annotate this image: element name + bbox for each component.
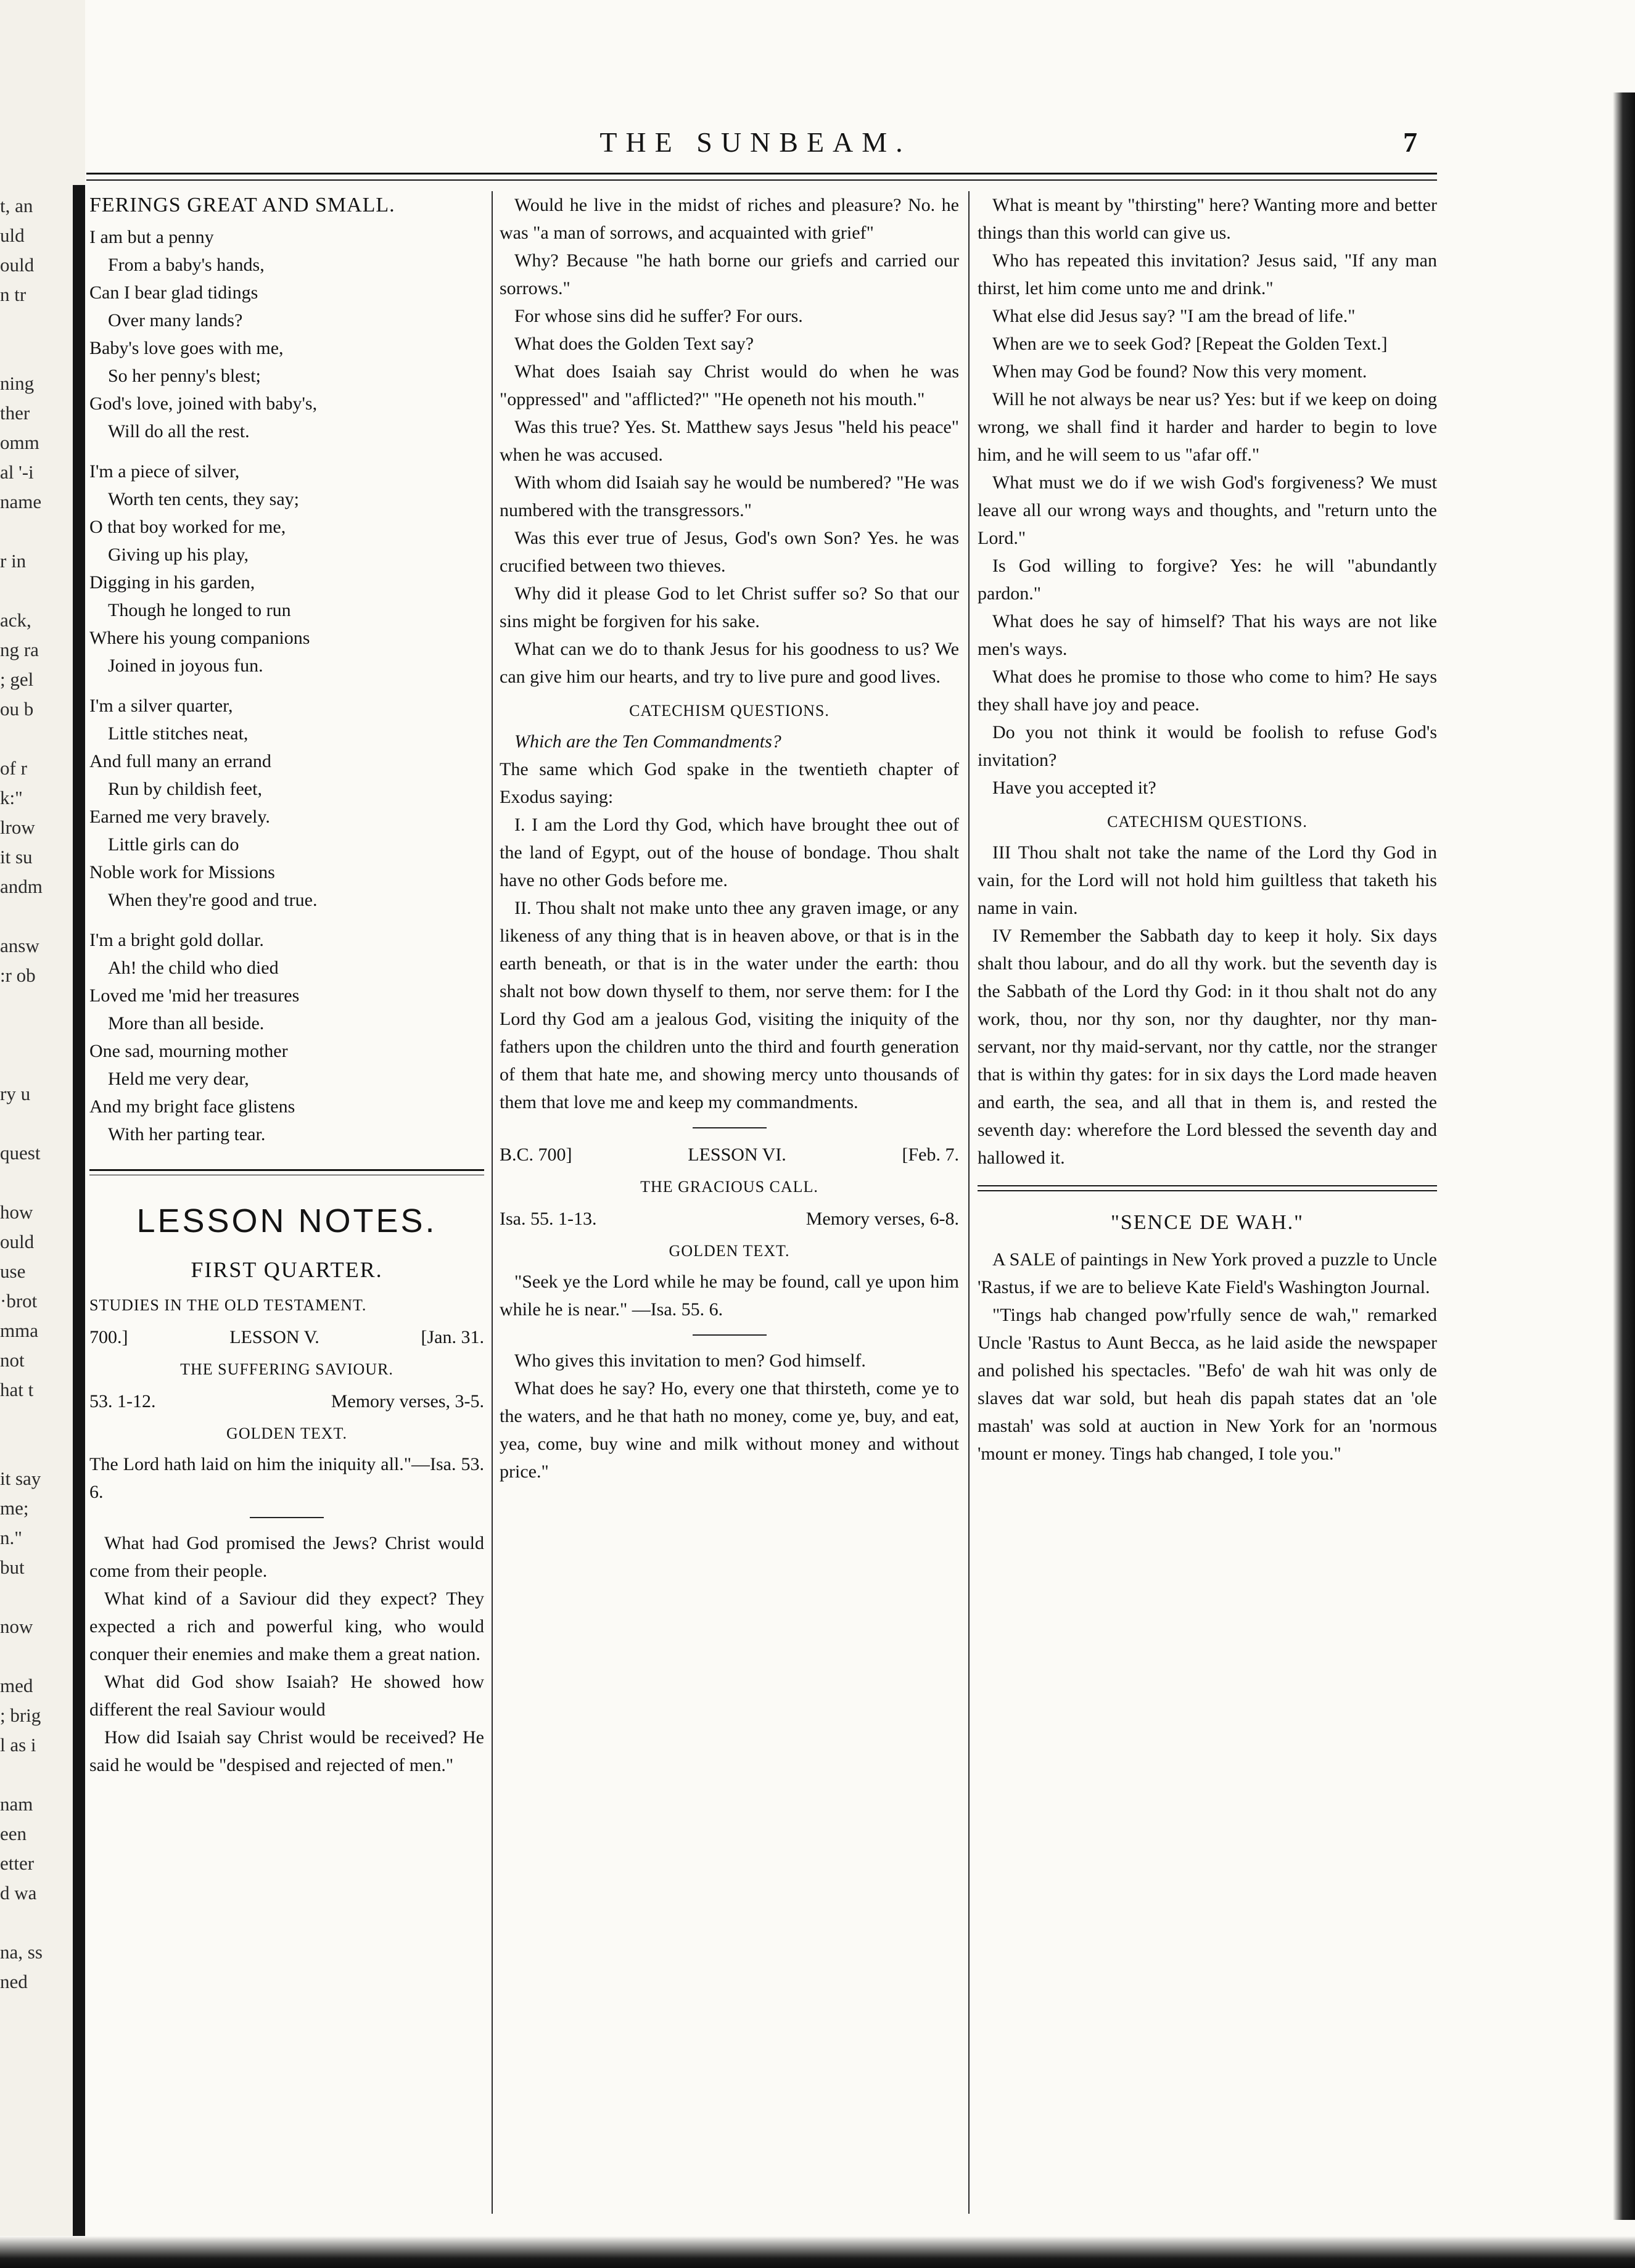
bleed-fragment: al '-i bbox=[0, 461, 34, 483]
poem-line: Worth ten cents, they say; bbox=[108, 489, 300, 509]
bleed-fragment: it say bbox=[0, 1468, 41, 1489]
lesson-paragraphs bbox=[978, 191, 1437, 802]
bleed-fragment: l as i bbox=[0, 1734, 36, 1756]
commandments bbox=[500, 811, 959, 1116]
poem-stanza bbox=[89, 692, 484, 914]
bleed-fragment: een bbox=[0, 1823, 27, 1844]
poem-line: Little stitches neat, bbox=[108, 723, 249, 744]
bleed-fragment: ould bbox=[0, 1231, 35, 1252]
lesson-notes-heading: LESSON NOTES. bbox=[136, 1202, 437, 1239]
bleed-fragment: d wa bbox=[0, 1882, 37, 1904]
poem-line: Little girls can do bbox=[108, 834, 239, 855]
paragraph: What did God show Isaiah? He showed how different the real Saviour would bbox=[89, 1672, 484, 1720]
column-2 bbox=[500, 191, 959, 2214]
lesson-title: THE SUFFERING SAVIOUR. bbox=[180, 1360, 393, 1378]
poem-line: Loved me 'mid her treasures bbox=[89, 985, 300, 1006]
poem-line: Ah! the child who died bbox=[108, 958, 279, 978]
bleed-fragment bbox=[0, 1641, 73, 1671]
poem-line: More than all beside. bbox=[108, 1013, 265, 1033]
lesson-date-right: [Feb. 7. bbox=[902, 1144, 959, 1165]
bleed-fragment bbox=[0, 1020, 73, 1050]
bleed-fragment bbox=[0, 1908, 73, 1937]
bleed-fragment: n." bbox=[0, 1527, 22, 1548]
poem-line: Though he longed to run bbox=[108, 600, 291, 620]
paragraph: What does Isaiah say Christ would do when he was "oppressed" and "afflicted?" "He openeth not his mouth." bbox=[500, 361, 959, 409]
studies-heading: STUDIES IN THE OLD TESTAMENT. bbox=[89, 1296, 367, 1314]
paragraph: How did Isaiah say Christ would be received? He said he would be "despised and rejected of men." bbox=[89, 1727, 484, 1775]
lesson-number: LESSON V. bbox=[229, 1327, 319, 1347]
poem-stanzas bbox=[89, 223, 484, 1148]
bleed-fragment: hat t bbox=[0, 1379, 34, 1400]
header-rule bbox=[86, 173, 1437, 181]
paragraph: Who gives this invitation to men? God himself. bbox=[514, 1350, 866, 1371]
paragraph: III Thou shalt not take the name of the Lord thy God in vain, for the Lord will not hold him guiltless that taketh his name in vain. bbox=[978, 842, 1437, 918]
column-rule-1 bbox=[492, 191, 493, 2214]
column-1 bbox=[89, 191, 484, 2214]
paragraph: "Tings hab changed pow'rfully sence de wah," remarked Uncle 'Rastus to Aunt Becca, as he laid aside the newspaper and polished his spectacles. "Befo' de wah hit was only de slaves dat war sold, but heah dis papah states dat an 'ole mastah' was sold at auction in New York for an 'normous 'mount er money. Tings hab changed, I tole you." bbox=[978, 1305, 1437, 1464]
poem-line: Where his young companions bbox=[89, 628, 310, 648]
bleed-through-text bbox=[0, 191, 73, 1997]
reference-left: Isa. 55. 1-13. bbox=[500, 1209, 597, 1229]
bleed-fragment bbox=[0, 1434, 73, 1464]
lesson-date-left: 700.] bbox=[89, 1327, 128, 1347]
poem-line: From a baby's hands, bbox=[108, 255, 265, 275]
bleed-fragment: n tr bbox=[0, 284, 27, 305]
paragraph: What does he say of himself? That his ways are not like men's ways. bbox=[978, 611, 1437, 659]
bleed-fragment bbox=[0, 339, 73, 369]
catechism-label: CATECHISM QUESTIONS. bbox=[629, 702, 830, 720]
lesson-paragraphs bbox=[89, 1529, 484, 1779]
column-3 bbox=[978, 191, 1437, 2214]
poem-line: So her penny's blest; bbox=[108, 366, 261, 386]
separator bbox=[693, 1334, 767, 1336]
paragraph: Why did it please God to let Christ suffer so? So that our sins might be forgiven for his sake. bbox=[500, 583, 959, 631]
poem-line: Earned me very bravely. bbox=[89, 807, 270, 827]
catechism-question: Which are the Ten Commandments? bbox=[514, 731, 781, 752]
section-separator bbox=[978, 1185, 1437, 1191]
page-edge-right bbox=[1613, 92, 1635, 2220]
bleed-fragment bbox=[0, 310, 73, 339]
page-header-title: THE SUNBEAM. bbox=[599, 126, 912, 158]
poem-line: One sad, mourning mother bbox=[89, 1041, 288, 1061]
poem-line: Held me very dear, bbox=[108, 1069, 249, 1089]
bleed-fragment: of r bbox=[0, 757, 27, 779]
paragraph: I. I am the Lord thy God, which have brought thee out of the land of Egypt, out of the house of bondage. Thou shalt have no other Gods before me. bbox=[500, 815, 959, 890]
story-paragraphs bbox=[978, 1246, 1437, 1468]
poem-line: Can I bear glad tidings bbox=[89, 282, 258, 303]
paragraph: What is meant by "thirsting" here? Wanting more and better things than this world can give us. bbox=[978, 195, 1437, 243]
golden-text-label: GOLDEN TEXT. bbox=[669, 1242, 790, 1260]
paragraph: What does he promise to those who come to him? He says they shall have joy and peace. bbox=[978, 667, 1437, 715]
column-rule-2 bbox=[968, 191, 970, 2214]
poem-stanza bbox=[89, 223, 484, 445]
bleed-fragment: nam bbox=[0, 1793, 33, 1815]
poem-stanza bbox=[89, 458, 484, 680]
poem-line: I'm a bright gold dollar. bbox=[89, 930, 264, 950]
reference-right: Memory verses, 3-5. bbox=[331, 1391, 484, 1411]
poem-line: I am but a penny bbox=[89, 227, 214, 247]
poem-line: O that boy worked for me, bbox=[89, 517, 286, 537]
paragraph: Do you not think it would be foolish to refuse God's invitation? bbox=[978, 722, 1437, 770]
bleed-fragment: t, an bbox=[0, 195, 33, 216]
bleed-fragment: uld bbox=[0, 224, 25, 246]
bleed-fragment: how bbox=[0, 1201, 33, 1223]
bleed-fragment: ning bbox=[0, 372, 35, 394]
bleed-fragment bbox=[0, 1109, 73, 1138]
poem-line: Over many lands? bbox=[108, 310, 243, 331]
bleed-fragment bbox=[0, 1405, 73, 1434]
paragraph: Would he live in the midst of riches and pleasure? No. he was "a man of sorrows, and acquainted with grief" bbox=[500, 195, 959, 243]
golden-text-label: GOLDEN TEXT. bbox=[226, 1424, 347, 1442]
page-number: 7 bbox=[1403, 126, 1417, 158]
binding-gutter bbox=[0, 0, 85, 2268]
paragraph: Will he not always be near us? Yes: but if we keep on doing wrong, we shall find it harder and harder to begin to love him, and he will seem to us "afar off." bbox=[978, 389, 1437, 465]
paragraph: Why? Because "he hath borne our griefs and carried our sorrows." bbox=[500, 250, 959, 298]
catechism-answer: The same which God spake in the twentieth chapter of Exodus saying: bbox=[500, 759, 959, 807]
bleed-fragment: ou b bbox=[0, 698, 34, 720]
bleed-fragment bbox=[0, 902, 73, 931]
bleed-fragment bbox=[0, 576, 73, 606]
bleed-fragment bbox=[0, 1050, 73, 1079]
bleed-fragment: but bbox=[0, 1556, 25, 1578]
bleed-fragment: name bbox=[0, 491, 42, 512]
bleed-fragment: now bbox=[0, 1616, 33, 1637]
commandments bbox=[978, 839, 1437, 1172]
story-title: "SENCE DE WAH." bbox=[1110, 1211, 1304, 1234]
paragraph: With whom did Isaiah say he would be numbered? "He was numbered with the transgressors." bbox=[500, 472, 959, 520]
paragraph: Have you accepted it? bbox=[992, 778, 1156, 798]
section-separator bbox=[89, 1169, 484, 1175]
paragraph: What does he say? Ho, every one that thirsteth, come ye to the waters, and he that hath no money, come ye, buy, and eat, yea, come, buy wine and milk without money and without price." bbox=[500, 1378, 959, 1482]
paragraph: What must we do if we wish God's forgiveness? We must leave all our wrong ways and thoughts, and "return unto the Lord." bbox=[978, 472, 1437, 548]
poem-line: When they're good and true. bbox=[108, 890, 318, 910]
lesson-title: THE GRACIOUS CALL. bbox=[640, 1178, 818, 1196]
bleed-fragment: it su bbox=[0, 846, 33, 868]
paragraph: Was this ever true of Jesus, God's own Son? Yes. he was crucified between two thieves. bbox=[500, 528, 959, 576]
reference-right: Memory verses, 6-8. bbox=[805, 1209, 959, 1229]
poem-line: I'm a silver quarter, bbox=[89, 696, 233, 716]
poem-line: Digging in his garden, bbox=[89, 572, 255, 593]
bleed-fragment: ack, bbox=[0, 609, 31, 631]
paragraph: Was this true? Yes. St. Matthew says Jesus "held his peace" when he was accused. bbox=[500, 417, 959, 465]
bleed-fragment: ther bbox=[0, 402, 30, 424]
bleed-fragment: ; brig bbox=[0, 1704, 41, 1726]
poem-line: And my bright face glistens bbox=[89, 1096, 295, 1117]
lesson-reference bbox=[89, 1386, 484, 1417]
paragraph: What kind of a Saviour did they expect? They expected a rich and powerful king, who would conquer their enemies and make them a great nation. bbox=[89, 1588, 484, 1664]
lesson-date-left: B.C. 700] bbox=[500, 1144, 572, 1165]
bleed-fragment: use bbox=[0, 1260, 26, 1282]
bleed-fragment bbox=[0, 1582, 73, 1612]
bleed-fragment: omm bbox=[0, 432, 39, 453]
bleed-fragment: na, ss bbox=[0, 1941, 43, 1963]
lesson-date-right: [Jan. 31. bbox=[421, 1327, 484, 1347]
first-quarter-heading: FIRST QUARTER. bbox=[191, 1257, 383, 1282]
bleed-fragment bbox=[0, 990, 73, 1020]
golden-text: "Seek ye the Lord while he may be found, call ye upon him while he is near." —Isa. 55. 6. bbox=[500, 1272, 959, 1320]
bleed-fragment bbox=[0, 1168, 73, 1198]
bleed-fragment bbox=[0, 724, 73, 754]
bleed-fragment: ould bbox=[0, 254, 35, 276]
poem-title: FERINGS GREAT AND SMALL. bbox=[89, 194, 395, 216]
paragraph: A SALE of paintings in New York proved a puzzle to Uncle 'Rastus, if we are to believe Kate Field's Washington Journal. bbox=[978, 1249, 1437, 1297]
bleed-fragment: ·brot bbox=[0, 1290, 38, 1312]
bleed-fragment: andm bbox=[0, 876, 43, 897]
paragraph: What can we do to thank Jesus for his goodness to us? We can give him our hearts, and try to live pure and good lives. bbox=[500, 639, 959, 687]
catechism-label: CATECHISM QUESTIONS. bbox=[1107, 813, 1308, 831]
separator bbox=[250, 1517, 324, 1518]
lesson-paragraphs bbox=[500, 191, 959, 691]
golden-text: The Lord hath laid on him the iniquity all."—Isa. 53. 6. bbox=[89, 1454, 484, 1502]
paragraph: When may God be found? Now this very moment. bbox=[992, 361, 1367, 382]
paragraph: Is God willing to forgive? Yes: he will "abundantly pardon." bbox=[978, 556, 1437, 604]
paragraph: II. Thou shalt not make unto thee any graven image, or any likeness of any thing that is in heaven above, or that is in the earth beneath, or that is in the water under the earth: thou shalt not bow down thyself to them, nor serve them: for I the Lord thy God am a jealous God, visiting the iniquity of the fathers upon the children unto the third and fourth generation of them that hate me, and showing mercy unto thousands of them that love me and keep my commandments. bbox=[500, 898, 959, 1112]
bleed-fragment: ry u bbox=[0, 1083, 31, 1104]
binding-shadow bbox=[73, 185, 85, 2251]
poem-line: With her parting tear. bbox=[108, 1124, 266, 1144]
paragraph: What had God promised the Jews? Christ would come from their people. bbox=[89, 1533, 484, 1581]
bleed-fragment: answ bbox=[0, 935, 39, 956]
bleed-fragment: r in bbox=[0, 550, 27, 572]
bleed-fragment: ; gel bbox=[0, 668, 34, 690]
bleed-fragment: k:" bbox=[0, 787, 23, 808]
paragraph: IV Remember the Sabbath day to keep it holy. Six days shalt thou labour, and do all thy work. but the seventh day is the Sabbath of the Lord thy God: in it thou shalt not do any work, thou, nor thy son, nor thy daughter, nor thy man-servant, nor thy maid-servant, nor thy cattle, nor the stranger that is within thy gates: for in six days the Lord made heaven and earth, the sea, and all that in them is, and rested the seventh day: wherefore the Lord blessed the seventh day and hallowed it. bbox=[978, 926, 1437, 1168]
page-edge-bottom bbox=[0, 2236, 1635, 2268]
poem-stanza bbox=[89, 926, 484, 1148]
poem-line: Giving up his play, bbox=[108, 544, 249, 565]
bleed-fragment: med bbox=[0, 1675, 33, 1696]
bleed-fragment: ng ra bbox=[0, 639, 39, 660]
bleed-fragment: mma bbox=[0, 1320, 38, 1341]
poem-line: I'm a piece of silver, bbox=[89, 461, 240, 482]
bleed-fragment bbox=[0, 1760, 73, 1789]
separator bbox=[693, 1127, 767, 1128]
bleed-fragment: :r ob bbox=[0, 964, 36, 986]
lesson-paragraphs bbox=[500, 1347, 959, 1485]
bleed-fragment: ned bbox=[0, 1971, 28, 1992]
bleed-fragment bbox=[0, 517, 73, 546]
paragraph: When are we to seek God? [Repeat the Golden Text.] bbox=[992, 334, 1388, 354]
bleed-fragment: me; bbox=[0, 1497, 29, 1519]
poem-line: Run by childish feet, bbox=[108, 779, 262, 799]
poem-line: God's love, joined with baby's, bbox=[89, 393, 318, 414]
poem-line: Baby's love goes with me, bbox=[89, 338, 284, 358]
bleed-fragment: quest bbox=[0, 1142, 41, 1164]
poem-line: Joined in joyous fun. bbox=[108, 655, 263, 676]
poem-line: And full many an errand bbox=[89, 751, 271, 771]
lesson-line bbox=[500, 1140, 959, 1170]
poem-line: Noble work for Missions bbox=[89, 862, 275, 882]
bleed-fragment: lrow bbox=[0, 816, 35, 838]
paragraph: For whose sins did he suffer? For ours. bbox=[514, 306, 803, 326]
bleed-fragment: etter bbox=[0, 1852, 35, 1874]
paragraph: What else did Jesus say? "I am the bread of life." bbox=[992, 306, 1356, 326]
lesson-reference bbox=[500, 1204, 959, 1235]
lesson-number: LESSON VI. bbox=[688, 1144, 786, 1165]
bleed-fragment: not bbox=[0, 1349, 25, 1371]
paragraph: Who has repeated this invitation? Jesus said, "If any man thirst, let him come unto me and drink." bbox=[978, 250, 1437, 298]
paragraph: What does the Golden Text say? bbox=[514, 334, 754, 354]
poem-line: Will do all the rest. bbox=[108, 421, 250, 442]
reference-left: 53. 1-12. bbox=[89, 1391, 156, 1411]
lesson-line bbox=[89, 1322, 484, 1353]
